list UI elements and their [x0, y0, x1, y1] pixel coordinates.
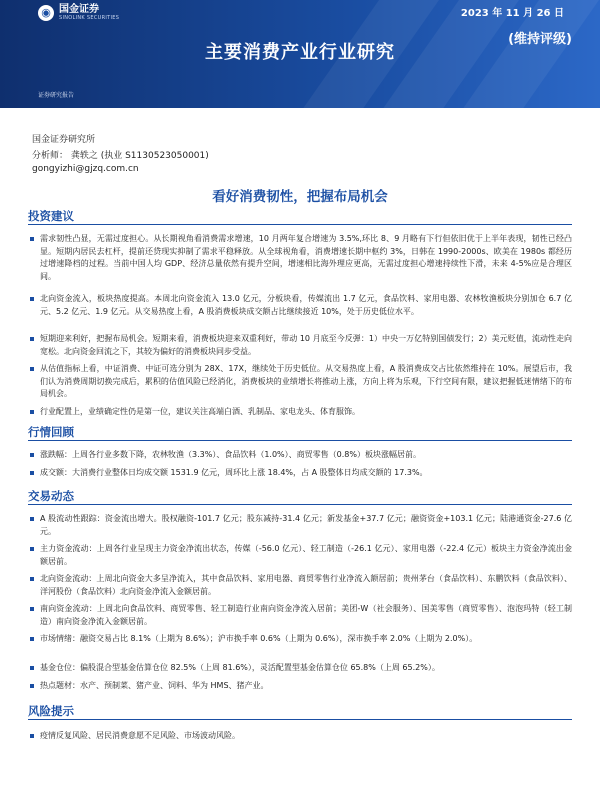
item-text: 疫情反复风险、居民消费意愿不足风险、市场波动风险。 — [40, 731, 240, 740]
bullet-icon — [30, 337, 34, 341]
list-item — [40, 333, 572, 358]
item-text: 需求韧性凸显，无需过度担心。从长期视角看消费需求增速，10 月两年复合增速为 3.5%,环比 8、9 月略有下行但依旧优于上半年表现，韧性已经凸显。短期内居民去杠杆，提前还贷现实抑制了需求平稳释放。从全球视角看，消费增速长期中枢约 3%，日韩在 1990-2000s、欧美在 1980s 都经历过增速降档的过程。当前中国人均 GDP、经济总量依然有提升空间，增速相比海外理应更高，无需过度担心增速持续性下滑，未来 4-5%应是合理区间。 — [40, 234, 572, 281]
list-item — [40, 573, 572, 598]
report-type: 证券研究报告 — [38, 92, 75, 99]
header-banner — [0, 0, 600, 108]
item-text: 行业配置上，业绩确定性仍是第一位，建议关注高端白酒、乳制品、家电龙头、体育服饰。 — [40, 407, 360, 416]
item-text: 主力资金流动：上周各行业呈现主力资金净流出状态，传媒（-56.0 亿元）、轻工制造（-26.1 亿元）、家用电器（-22.4 亿元）板块主力资金净流出金额居前。 — [40, 544, 572, 566]
item-text: 涨跌幅：上周各行业多数下降，农林牧渔（3.3%）、食品饮料（1.0%）、商贸零售（0.8%）板块涨幅居前。 — [40, 450, 421, 459]
item-text: 从估值指标上看，中证消费、中证可选分别为 28X、17X，继续处于历史低位。从交易热度上看，A 股消费成交占比依然维持在 10%。展望后市，我们认为消费周期切换完成后，累积的估值风险已经消化，消费板块的业绩增长将推动上涨，方向上将为乐观，下行空间有限，建议把握低迷情绪下的布局机会。 — [40, 364, 572, 398]
bullet-icon — [30, 607, 34, 611]
list-item — [40, 449, 572, 462]
item-text: 市场情绪：融资交易占比 8.1%（上期为 8.6%）；沪市换手率 0.6%（上期为 0.6%），深市换手率 2.0%（上期为 2.0%）。 — [40, 634, 478, 643]
logo-subtitle: SINOLINK SECURITIES — [59, 15, 120, 21]
bullet-icon — [30, 577, 34, 581]
list-item — [40, 633, 572, 646]
item-text: 南向资金流动：上周北向食品饮料、商贸零售、轻工制造行业南向资金净流入居前；美团-W（社会服务）、国美零售（商贸零售）、泡泡玛特（轻工制造）南向资金净流入金额居前。 — [40, 604, 572, 626]
bullet-icon — [30, 547, 34, 551]
list-item — [40, 467, 572, 480]
section-divider — [28, 440, 572, 441]
bullet-icon — [30, 517, 34, 521]
list-item — [40, 603, 572, 628]
report-title: 主要消费产业行业研究 — [205, 42, 395, 63]
institute-name: 国金证券研究所 — [32, 135, 96, 145]
logo-name: 国金证券 — [59, 4, 99, 15]
item-text: 成交额：大消费行业整体日均成交额 1531.9 亿元，周环比上涨 18.4%，占 A 股整体日均成交额的 17.3%。 — [40, 468, 428, 477]
bullet-icon — [30, 471, 34, 475]
list-item — [40, 513, 572, 538]
list-item — [40, 233, 572, 283]
list-item — [40, 543, 572, 568]
item-text: 基金仓位：偏股混合型基金估算仓位 82.5%（上周 81.6%），灵活配置型基金估算仓位 65.8%（上周 65.2%）。 — [40, 663, 440, 672]
section-title: 行情回顾 — [28, 425, 74, 439]
report-date: 2023 年 11 月 26 日 — [460, 8, 564, 19]
bullet-icon — [30, 410, 34, 414]
item-text: 短期迎来利好，把握布局机会。短期来看，消费板块迎来双重利好，带动 10 月底至今反弹：1）中央一万亿特别国债发行；2）美元贬值，流动性走向宽松。北向资金回流之下，其较为偏好的消费板块同步受益。 — [40, 334, 572, 356]
rating-badge: (维持评级) — [508, 32, 572, 47]
list-item — [40, 662, 572, 675]
item-text: 北向资金流动：上周北向资金大多呈净流入，其中食品饮料、家用电器、商贸零售行业净流入额居前；贵州茅台（食品饮料）、东鹏饮料（食品饮料）、洋河股份（食品饮料）北向资金净流入金额居前。 — [40, 574, 572, 596]
bullet-icon — [30, 237, 34, 241]
section-title: 投资建议 — [28, 209, 74, 223]
logo-icon: ◉ — [38, 5, 54, 21]
list-item — [40, 293, 572, 318]
bullet-icon — [30, 453, 34, 457]
section-divider — [28, 719, 572, 720]
section-divider — [28, 504, 572, 505]
bullet-icon — [30, 367, 34, 371]
bullet-icon — [30, 734, 34, 738]
bullet-icon — [30, 297, 34, 301]
item-text: 北向资金流入，板块热度提高。本周北向资金流入 13.0 亿元，分板块看，传媒流出 1.7 亿元，食品饮料、家用电器、农林牧渔板块分别加仓 6.7 亿元、5.2 亿元、1.9 亿元。从交易热度上看，A 股消费板块成交额占比继续接近 10%，处于历史低位水平。 — [40, 294, 572, 316]
analyst-email: gongyizhi@gjzq.com.cn — [32, 164, 139, 174]
company-logo — [38, 4, 119, 21]
list-item — [40, 680, 572, 693]
analyst-info: 分析师： 龚轶之 (执业 S1130523050001) — [32, 151, 209, 161]
item-text: A 股流动性跟踪：资金流出增大。股权融资-101.7 亿元；股东减持-31.4 亿元；新发基金+37.7 亿元；融资资金+103.1 亿元；陆港通资金-27.6 亿元。 — [40, 514, 572, 536]
article-title: 看好消费韧性，把握布局机会 — [212, 189, 388, 205]
bullet-icon — [30, 684, 34, 688]
section-divider — [28, 224, 572, 225]
section-title: 交易动态 — [28, 489, 74, 503]
section-title: 风险提示 — [28, 704, 74, 718]
bullet-icon — [30, 637, 34, 641]
list-item — [40, 406, 572, 419]
item-text: 热点题材：水产、预制菜、猪产业、饲料、华为 HMS、猪产业。 — [40, 681, 269, 690]
list-item — [40, 363, 572, 401]
list-item — [40, 730, 572, 743]
bullet-icon — [30, 666, 34, 670]
